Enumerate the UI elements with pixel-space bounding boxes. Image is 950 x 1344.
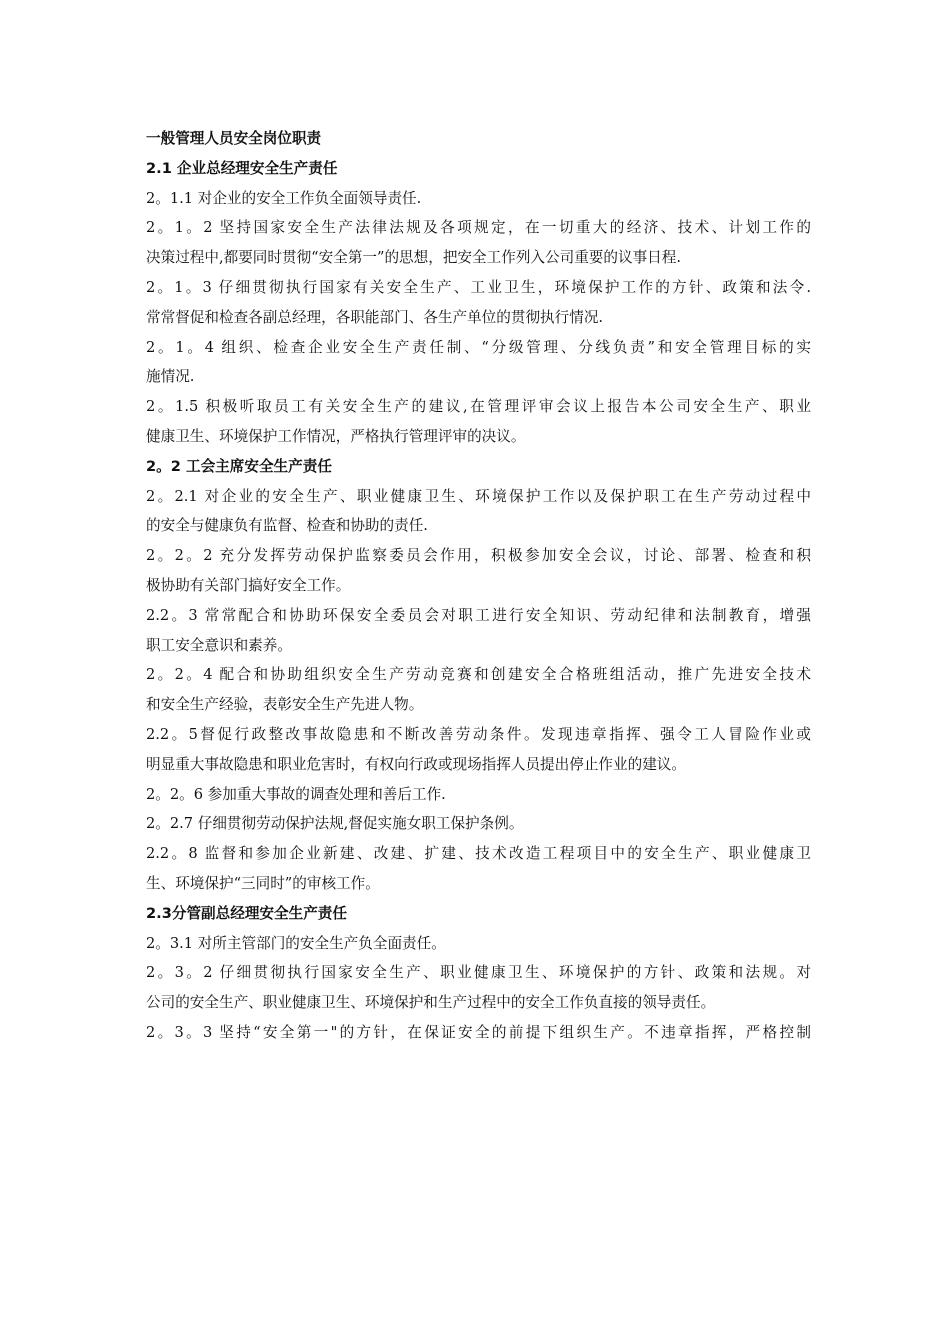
paragraph-line: 的安全与健康负有监督、检查和协助的责任. — [146, 517, 428, 535]
paragraph-line: 公司的安全生产、职业健康卫生、环境保护和生产过程中的安全工作负直接的领导责任。 — [146, 994, 716, 1012]
section-heading-2-3: 2.3分管副总经理安全生产责任 — [146, 904, 347, 922]
paragraph-line: 2。3.1 对所主管部门的安全生产负全面责任。 — [146, 934, 446, 952]
paragraph-line: 2。3。3 坚持“安全第一"的方针，在保证安全的前提下组织生产。不违章指挥，严格控制 — [146, 1023, 811, 1041]
paragraph-line: 2。3。2 仔细贯彻执行国家安全生产、职业健康卫生、环境保护的方针、政策和法规。对 — [146, 964, 811, 982]
paragraph-line: 2。2.1 对企业的安全生产、职业健康卫生、环境保护工作以及保护职工在生产劳动过程中 — [146, 487, 811, 505]
paragraph-line: 2.2。3 常常配合和协助环保安全委员会对职工进行安全知识、劳动纪律和法制教育，增强 — [146, 606, 811, 624]
document-body — [146, 124, 811, 1048]
paragraph-line: 2。2.7 仔细贯彻劳动保护法规,督促实施女职工保护条例。 — [146, 815, 524, 833]
paragraph-line: 2。2。2 充分发挥劳动保护监察委员会作用，积极参加安全会议，讨论、部署、检查和积 — [146, 547, 811, 565]
paragraph-line: 2.2。5督促行政整改事故隐患和不断改善劳动条件。发现违章指挥、强令工人冒险作业或 — [146, 725, 811, 743]
paragraph-line: 职工安全意识和素养。 — [146, 636, 292, 654]
document-title: 一般管理人员安全岗位职责 — [146, 130, 322, 147]
paragraph-line: 明显重大事故隐患和职业危害时，有权向行政或现场指挥人员提出停止作业的建议。 — [146, 755, 686, 773]
paragraph-line: 2。1。4 组织、检查企业安全生产责任制、“分级管理、分线负责”和安全管理目标的实 — [146, 338, 811, 356]
section-heading-2-1: 2.1 企业总经理安全生产责任 — [146, 159, 338, 177]
paragraph-line: 健康卫生、环境保护工作情况，严格执行管理评审的决议。 — [146, 427, 526, 445]
paragraph-line: 施情况. — [146, 368, 195, 386]
paragraph-line: 2。1.1 对企业的安全工作负全面领导责任. — [146, 189, 422, 207]
paragraph-line: 2。1。3 仔细贯彻执行国家有关安全生产、工业卫生，环境保护工作的方针、政策和法令. — [146, 278, 811, 296]
paragraph-line: 和安全生产经验，表彰安全生产先进人物。 — [146, 696, 424, 714]
section-heading-2-2: 2。2 工会主席安全生产责任 — [146, 457, 332, 475]
paragraph-line: 生、环境保护“三同时”的审核工作。 — [146, 874, 380, 892]
paragraph-line: 常常督促和检查各副总经理，各职能部门、各生产单位的贯彻执行情况. — [146, 308, 604, 326]
paragraph-line: 2。1.5 积极听取员工有关安全生产的建议,在管理评审会议上报告本公司安全生产、职业 — [146, 398, 811, 416]
paragraph-line: 极协助有关部门搞好安全工作。 — [146, 576, 351, 594]
paragraph-line: 2。1。2 坚持国家安全生产法律法规及各项规定，在一切重大的经济、技术、计划工作的 — [146, 219, 811, 237]
paragraph-line: 2。2。6 参加重大事故的调查处理和善后工作. — [146, 785, 446, 803]
paragraph-line: 2。2。4 配合和协助组织安全生产劳动竞赛和创建安全合格班组活动，推广先进安全技术 — [146, 666, 811, 684]
paragraph-line: 决策过程中,都要同时贯彻“安全第一”的思想，把安全工作列入公司重要的议事日程. — [146, 249, 681, 267]
paragraph-line: 2.2。8 监督和参加企业新建、改建、扩建、技术改造工程项目中的安全生产、职业健康卫 — [146, 845, 811, 863]
